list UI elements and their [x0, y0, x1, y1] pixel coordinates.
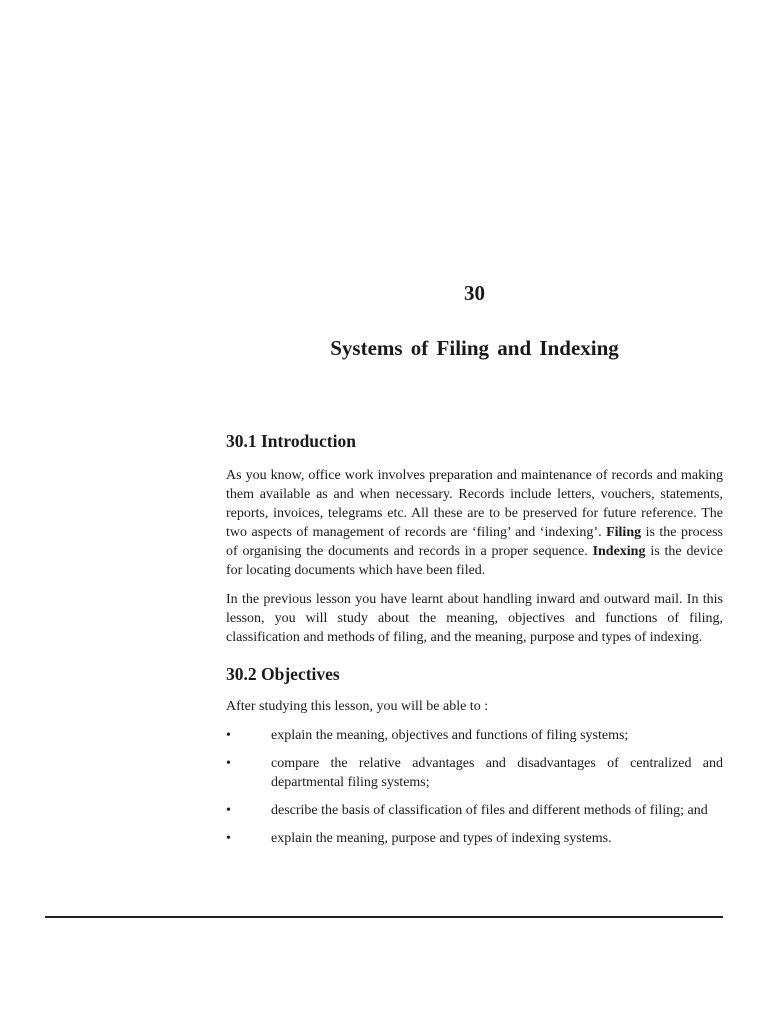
- objectives-heading: 30.2 Objectives: [226, 664, 340, 684]
- objectives-lead: After studying this lesson, you will be able to :: [226, 699, 489, 714]
- intro-text-a: As you know, office work involves preparation and maintenance of records and making them available as and when necessary. Records include letters, vouchers, statements, reports, invoices, telegrams etc. All these are to be preserved for future reference. The two aspects of management of records are ‘filing’ and ‘indexing’.: [226, 468, 723, 540]
- introduction-paragraph-2: In the previous lesson you have learnt about handling inward and outward mail. In this lesson, you will study about the meaning, objectives and functions of filing, classification and methods of filing, and the meaning, purpose and types of indexing.: [226, 592, 723, 645]
- intro-text-e: is the device for locating documents which have been filed.: [226, 544, 723, 578]
- chapter-title: Systems of Filing and Indexing: [330, 336, 619, 360]
- list-item: [226, 801, 723, 820]
- bullet-icon: •: [226, 728, 231, 743]
- list-item: [226, 754, 723, 792]
- lesson-content: [226, 428, 723, 857]
- list-item-text: explain the meaning, objectives and functions of filing systems;: [271, 728, 629, 743]
- footer-rule: [45, 916, 723, 918]
- chapter-number: 30: [464, 281, 485, 305]
- objectives-list: [226, 726, 723, 848]
- bullet-icon: •: [226, 831, 231, 846]
- indexing-term: Indexing: [592, 544, 646, 559]
- bullet-icon: •: [226, 756, 231, 771]
- introduction-heading: 30.1 Introduction: [226, 431, 356, 451]
- list-item-text: explain the meaning, purpose and types of indexing systems.: [271, 831, 612, 846]
- list-item: [226, 829, 723, 848]
- intro-text-c: is the process of organising the documents and records in a proper sequence.: [226, 525, 723, 559]
- list-item: [226, 726, 723, 745]
- list-item-text: compare the relative advantages and disadvantages of centralized and departmental filing systems;: [271, 756, 723, 790]
- filing-term: Filing: [606, 525, 642, 540]
- bullet-icon: •: [226, 803, 231, 818]
- introduction-paragraph-1: [226, 466, 723, 580]
- list-item-text: describe the basis of classification of files and different methods of filing; and: [271, 803, 708, 818]
